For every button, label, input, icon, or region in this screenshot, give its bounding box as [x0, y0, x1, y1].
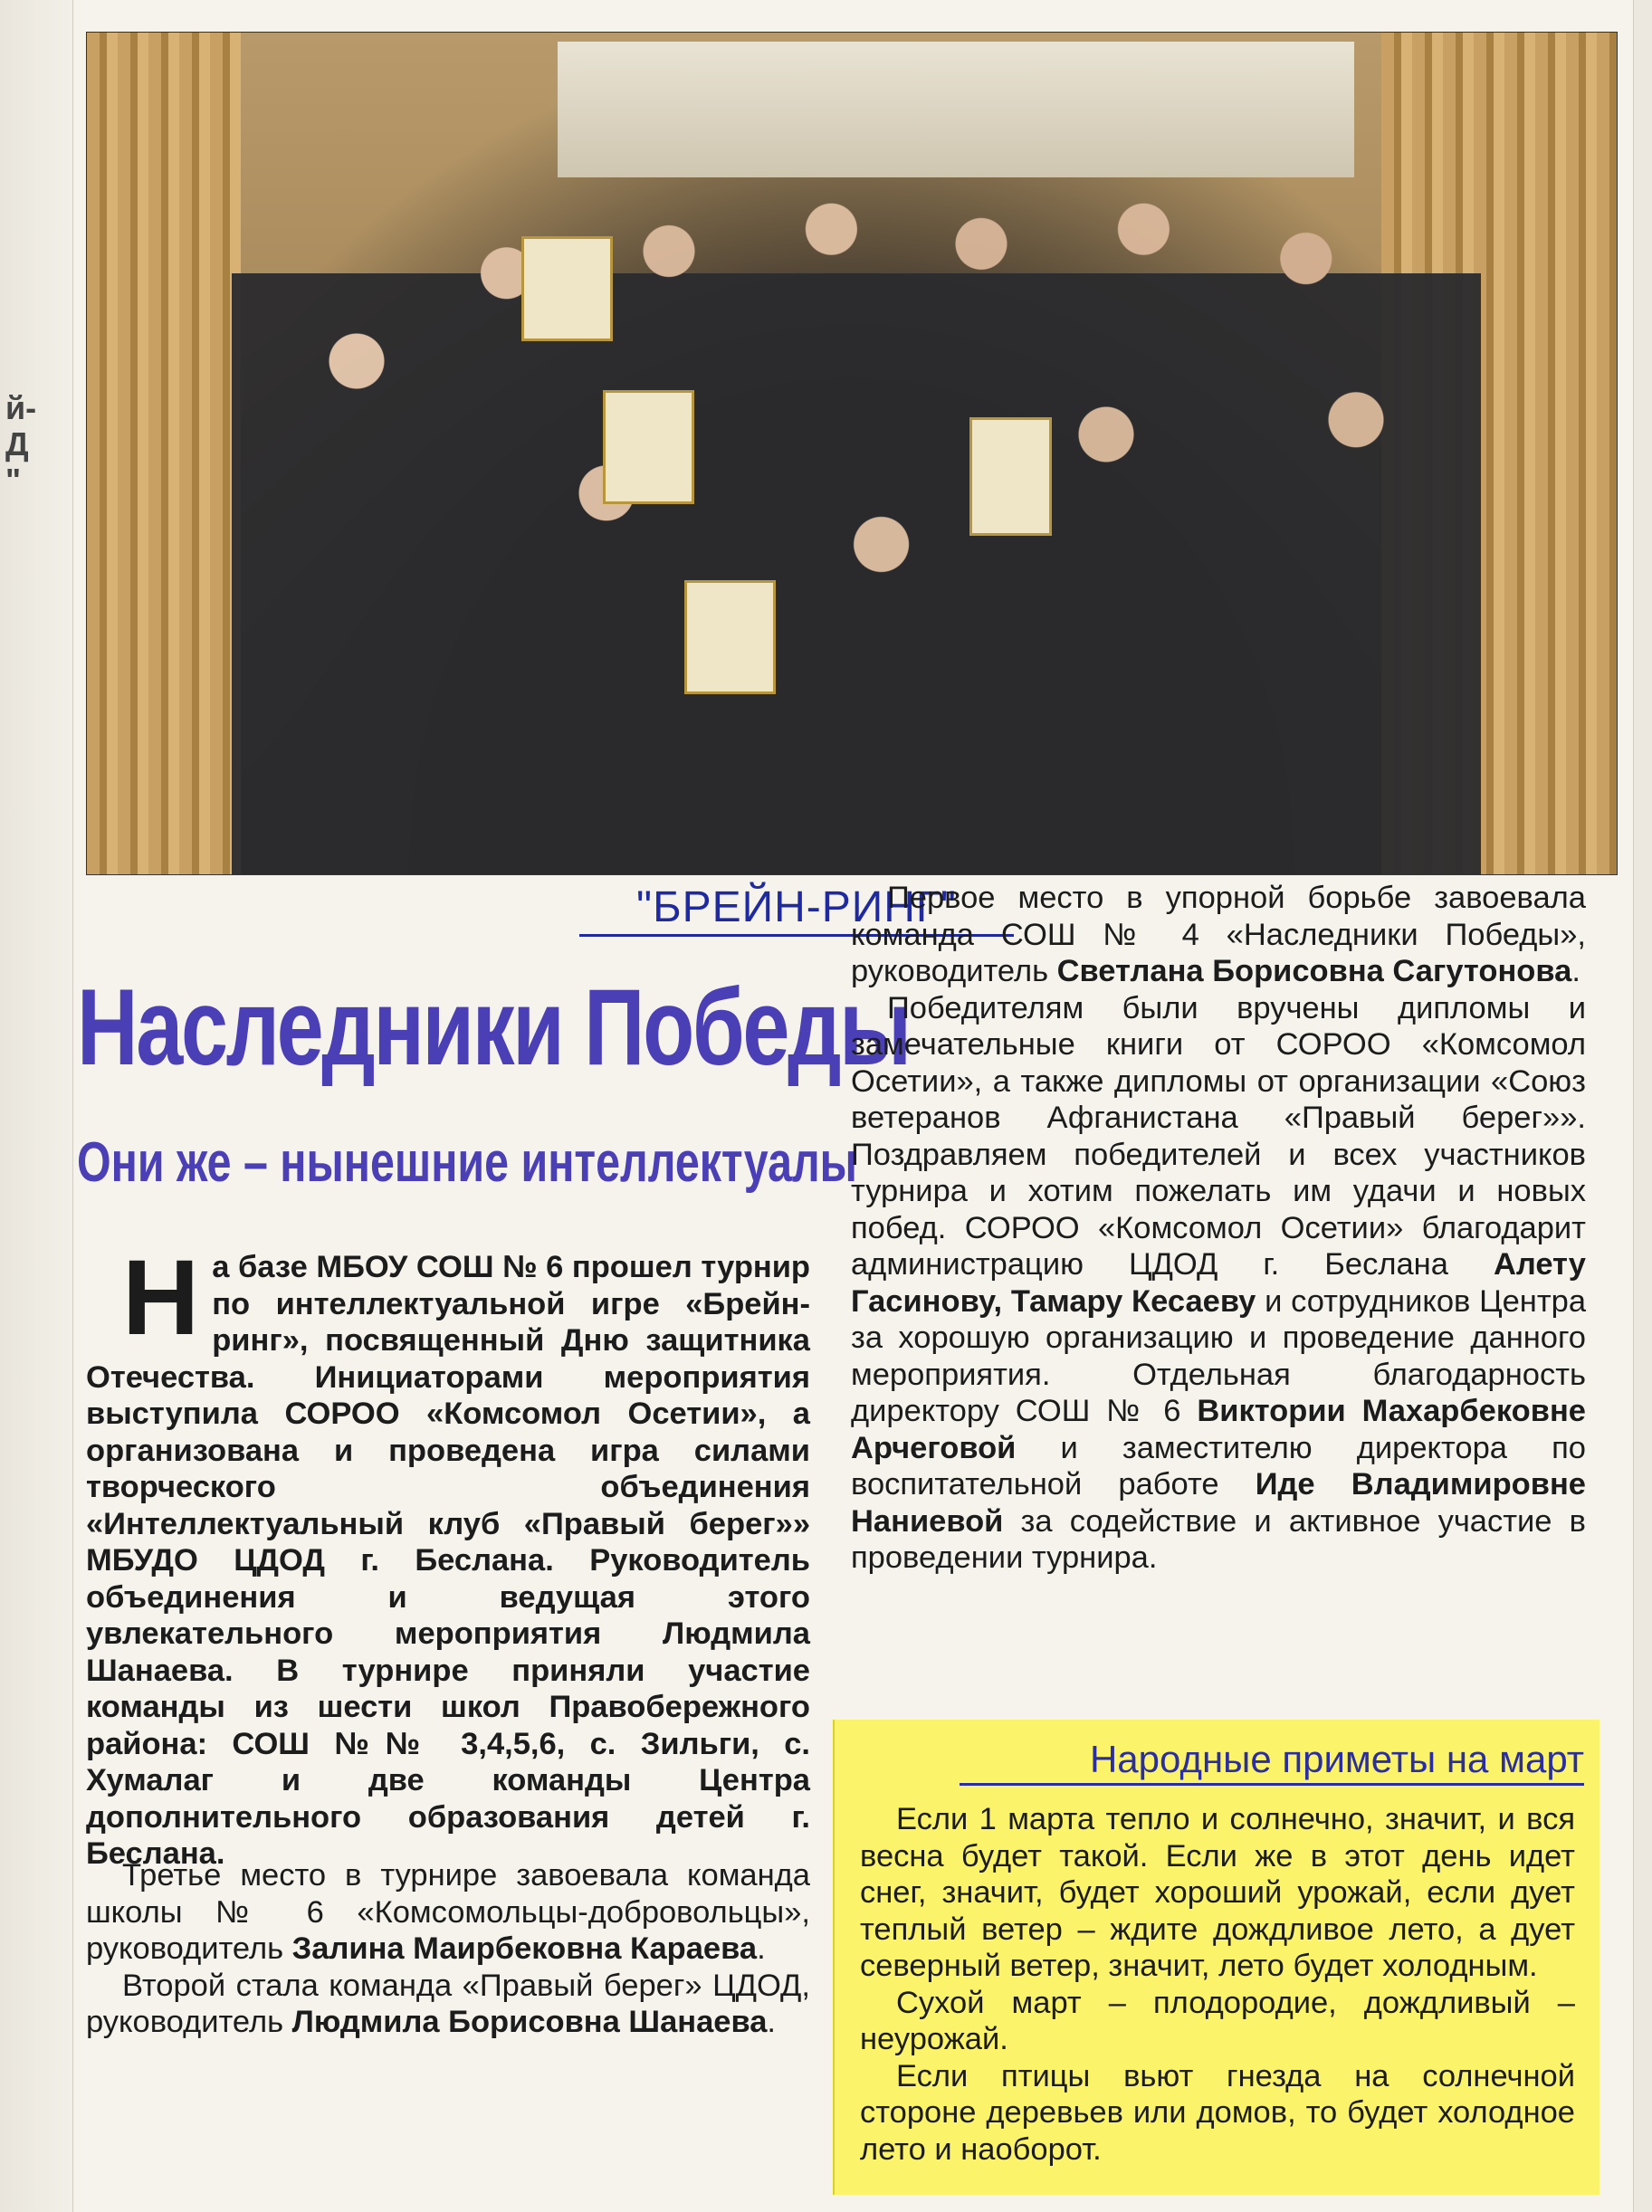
- curtain-left: [87, 33, 241, 874]
- group-photo: [86, 32, 1618, 875]
- folk-signs-text: [860, 1801, 1575, 2168]
- bleed-fragment: й-: [5, 389, 37, 426]
- article-paragraph-4: Первое место в упорной борьбе завоевала команда СОШ № 4 «Наследники Победы», руководитель Светлана Борисовна Сагутонова.: [851, 881, 1586, 988]
- folk-signs-title: Народные приметы на март: [960, 1738, 1584, 1786]
- article-column-left-bottom: [86, 1857, 810, 2041]
- people-group: [232, 141, 1481, 874]
- diploma-frame: [684, 580, 776, 694]
- subheadline: Они же – нынешние интеллектуалы: [77, 1131, 857, 1194]
- folk-sign-paragraph: Если 1 марта тепло и солнечно, значит, и вся весна будет такой. Если же в этот день идет снег, значит, будет хороший урожай, если дует теплый ветер – ждите дождливое лето, а дует северный ветер, значит, лето будет холодным.: [860, 1802, 1575, 1983]
- adjacent-column-bleed: [0, 0, 73, 2212]
- article-paragraph-3: Второй стала команда «Правый берег» ЦДОД, руководитель Людмила Борисовна Шанаева.: [86, 1968, 810, 2039]
- article-paragraph-2: Третье место в турнире завоевала команда школы № 6 «Комсомольцы-добровольцы», руководитель Залина Маирбековна Караева.: [86, 1858, 810, 1966]
- diploma-frame: [603, 390, 694, 504]
- diploma-frame: [969, 417, 1052, 536]
- bleed-fragment: Д: [5, 425, 29, 462]
- bleed-fragment: ": [5, 462, 22, 499]
- article-column-left: [86, 1238, 811, 1873]
- headline: Наследники Победы: [77, 967, 910, 1088]
- rubric-kicker: "БРЕЙН-РИНГ": [579, 882, 1014, 937]
- dropcap: Н: [122, 1238, 200, 1358]
- article-column-right: [851, 880, 1586, 1577]
- folk-sign-paragraph: Если птицы вьют гнезда на солнечной стороне деревьев или домов, то будет холодное лето и наоборот.: [860, 2058, 1575, 2167]
- article-paragraph-5: Победителям были вручены дипломы и замечательные книги от СОРОО «Комсомол Осетии», а также дипломы от организации «Союз ветеранов Афганистана «Правый берег»». Поздравляем победителей и всех участников турнира и хотим пожелать им удачи и новых побед. СОРОО «Комсомол Осетии» благодарит администрацию ЦДОД г. Беслана Алету Гасинову, Тамару Кесаеву и сотрудников Центра за хорошую организацию и проведение данного мероприятия. Отдельная благодарность директору СОШ № 6 Виктории Махарбековне Арчеговой и заместителю директора по воспитательной работе Иде Владимировне Наниевой за содействие и активное участие в проведении турнира.: [851, 990, 1587, 1575]
- folk-sign-paragraph: Сухой март – плодородие, дождливый – неурожай.: [860, 1985, 1575, 2056]
- article-paragraph-1: На базе МБОУ СОШ № 6 прошел турнир по интеллектуальной игре «Брейн-ринг», посвященный Дню защитника Отечества. Инициаторами мероприятия выступила СОРОО «Комсомол Осетии», а организована и проведена игра силами творческого объединения «Интеллектуальный клуб «Правый берег»» МБУДО ЦДОД г. Беслана. Руководитель объединения и ведущая этого увлекательного мероприятия Людмила Шанаева. В турнире приняли участие команды из шести школ Правобережного района: СОШ №№ 3,4,5,6, с. Зильги, с. Хумалаг и две команды Центра дополнительного образования детей г. Беслана.: [86, 1238, 811, 1871]
- diploma-frame: [521, 236, 613, 341]
- adjacent-column-bleed-right: [1633, 0, 1652, 2212]
